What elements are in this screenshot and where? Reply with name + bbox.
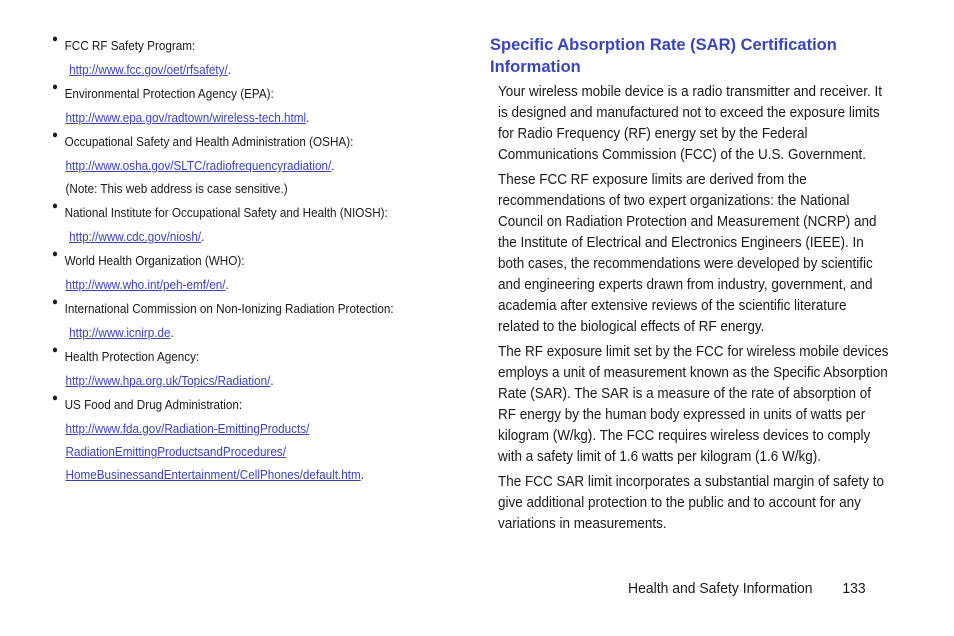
list-item: ● Health Protection Agency: http://www.hpa.org.uk/Topics/Radiation/. [52,344,412,392]
list-item: ● FCC RF Safety Program: http://www.fcc.gov/oet/rfsafety/. [52,33,412,81]
section-heading: Specific Absorption Rate (SAR) Certification Information [490,36,837,76]
item-title: Environmental Protection Agency (EPA): [64,86,274,101]
footer-section-title: Health and Safety Information [628,580,813,597]
list-item: ● Occupational Safety and Health Administration (OSHA): http://www.osha.gov/SLTC/radiofrequencyradiation/. (Note: This web address is case sensitive.) [52,129,412,200]
item-title: National Institute for Occupational Safety and Health (NIOSH): [64,205,388,220]
bullet-icon: ● [52,392,58,404]
bullet-icon: ● [52,33,58,45]
list-item: ● US Food and Drug Administration: http://www.fda.gov/Radiation-EmittingProducts/ RadiationEmittingProductsandProcedures/ HomeBusinessandEntertainment/CellPhones/default.htm. [52,392,412,486]
list-item: ● National Institute for Occupational Safety and Health (NIOSH): http://www.cdc.gov/niosh/. [52,200,412,248]
bullet-icon: ● [52,200,58,212]
item-title: International Commission on Non-Ionizing Radiation Protection: [64,301,394,316]
paragraph: Your wireless mobile device is a radio transmitter and receiver. It is designed and manufactured not to exceed the exposure limits for Radio Frequency (RF) energy set by the Federal Communications Commission (FCC) of the U.S. Government. [498,84,883,163]
bullet-icon: ● [52,296,58,308]
list-item: ● World Health Organization (WHO): http://www.who.int/peh-emf/en/. [52,248,412,296]
fda-link-line-1[interactable]: http://www.fda.gov/Radiation-EmittingProducts/ [65,421,310,436]
item-title: Occupational Safety and Health Administration (OSHA): [64,134,354,149]
item-note: (Note: This web address is case sensitive.) [65,181,288,196]
list-item: ● International Commission on Non-Ionizing Radiation Protection: http://www.icnirp.de. [52,296,412,344]
hpa-link[interactable]: http://www.hpa.org.uk/Topics/Radiation/ [65,373,271,388]
who-link[interactable]: http://www.who.int/peh-emf/en/ [65,277,226,292]
fcc-link[interactable]: http://www.fcc.gov/oet/rfsafety/ [69,62,228,77]
bullet-icon: ● [52,248,58,260]
page-footer [628,578,866,600]
sar-section [490,34,910,539]
bullet-icon: ● [52,344,58,356]
item-title: World Health Organization (WHO): [64,253,245,268]
item-title: Health Protection Agency: [64,349,200,364]
item-title: FCC RF Safety Program: [64,38,196,53]
bullet-icon: ● [52,129,58,141]
paragraph: These FCC RF exposure limits are derived from the recommendations of two expert organizations: the National Council on Radiation Protection and Measurement (NCRP) and the Institute of Electrical and Electronics Engineers (IEEE). In both cases, the recommendations were developed by scientific and engineering experts drawn from industry, government, and academia after extensive reviews of the scientific literature related to the biological effects of RF energy. [498,172,877,335]
bullet-icon: ● [52,81,58,93]
list-item: ● Environmental Protection Agency (EPA): http://www.epa.gov/radtown/wireless-tech.html. [52,81,412,129]
epa-link[interactable]: http://www.epa.gov/radtown/wireless-tech.html [65,110,307,125]
niosh-link[interactable]: http://www.cdc.gov/niosh/ [69,229,202,244]
fda-link-line-3[interactable]: HomeBusinessandEntertainment/CellPhones/default.htm [65,467,361,482]
paragraph: The RF exposure limit set by the FCC for wireless mobile devices employs a unit of measurement known as the Specific Absorption Rate (SAR). The SAR is a measure of the rate of absorption of RF energy by the human body expressed in units of watts per kilogram (W/kg). The FCC requires wireless devices to comply with a safety limit of 1.6 watts per kilogram (1.6 W/kg). [498,344,889,465]
page-number: 133 [842,580,866,597]
icnirp-link[interactable]: http://www.icnirp.de [69,325,171,340]
paragraph: The FCC SAR limit incorporates a substantial margin of safety to give additional protection to the public and to account for any variations in measurements. [498,474,884,532]
item-title: US Food and Drug Administration: [64,397,243,412]
resource-list [52,33,452,486]
fda-link-line-2[interactable]: RadiationEmittingProductsandProcedures/ [65,444,286,459]
osha-link[interactable]: http://www.osha.gov/SLTC/radiofrequencyradiation/ [65,158,332,173]
